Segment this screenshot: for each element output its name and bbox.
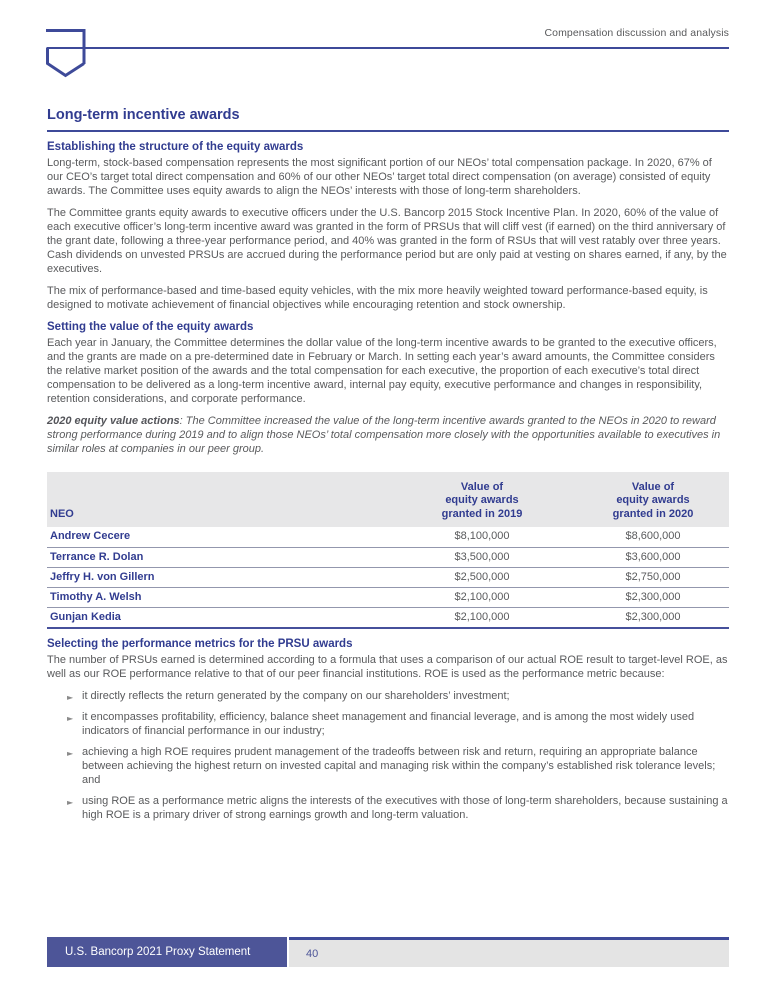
value-2019-cell: $2,500,000	[387, 567, 577, 587]
value-2019-cell: $3,500,000	[387, 547, 577, 567]
triangle-bullet-icon: ►	[67, 748, 74, 758]
table-row	[47, 527, 729, 547]
roe-bullet-list	[68, 689, 729, 822]
header-rule	[47, 47, 729, 49]
neo-name-cell: Timothy A. Welsh	[47, 587, 387, 607]
table-row	[47, 587, 729, 607]
neo-name-cell: Gunjan Kedia	[47, 607, 387, 628]
heading-setting-value: Setting the value of the equity awards	[47, 321, 254, 333]
value-2020-cell: $8,600,000	[577, 527, 729, 547]
bullet-text: using ROE as a performance metric aligns the interests of the executives with those of long-term shareholders, because sustaining a high ROE is a primary driver of strong earnings growth and long-term valuation.	[82, 794, 728, 821]
bullet-text: achieving a high ROE requires prudent management of the tradeoffs between risk and return, requiring an appropriate balance between achieving the highest return on invested capital and managing risk within the company’s established risk tolerance levels; and	[82, 745, 716, 786]
page-number: 40	[306, 947, 319, 960]
paragraph: The Committee grants equity awards to executive officers under the U.S. Bancorp 2015 Stock Incentive Plan. In 2020, 60% of the value of each executive officer’s long-term incentive award was granted in the form of PRSUs that will cliff vest (if earned) on the third anniversary of the grant date, following a three-year performance period, and 40% was granted in the form of RSUs that will vest ratably over three years. Cash dividends on unvested PRSUs are accrued during the performance period but are only paid at vesting on shares earned, if any, by the executives.	[47, 207, 727, 275]
page-footer	[47, 937, 729, 967]
paragraph: The number of PRSUs earned is determined according to a formula that uses a comparison of our actual ROE result to target-level ROE, as well as our ROE performance relative to that of our peer financial institutions. ROE is used as the performance metric because:	[47, 653, 728, 680]
main-content	[47, 106, 729, 829]
triangle-bullet-icon: ►	[67, 692, 74, 702]
value-2020-cell: $2,300,000	[577, 607, 729, 628]
paragraph: Each year in January, the Committee determines the dollar value of the long-term incentive awards to be granted to the executive officers, and the grants are made on a pre-determined date in February or March. In setting each year’s award amounts, the Committee considers the relative market position of the awards and the total compensation for each executive, the proportion of each executive’s total direct compensation to be delivered as a long-term incentive award, internal pay equity, executive performance and changes in responsibility, retention considerations, and corporate performance.	[47, 337, 717, 405]
footer-page-band	[289, 937, 729, 967]
table-row	[47, 567, 729, 587]
running-head: Compensation discussion and analysis	[544, 27, 729, 39]
shield-logo-icon	[44, 27, 90, 83]
footer-brand-band	[47, 937, 287, 967]
neo-name-cell: Jeffry H. von Gillern	[47, 567, 387, 587]
value-2019-cell: $2,100,000	[387, 607, 577, 628]
neo-name-cell: Terrance R. Dolan	[47, 547, 387, 567]
paragraph: Long-term, stock-based compensation represents the most significant portion of our NEOs’ total compensation package. In 2020, 67% of our CEO’s target total direct compensation and 60% of our other NEOs’ target total direct compensation (on average) consisted of equity awards. The Committee uses equity awards to align the NEOs’ interests with those of long-term shareholders.	[47, 157, 712, 197]
page-title: Long-term incentive awards	[47, 106, 729, 132]
equity-value-actions-lead: 2020 equity value actions	[47, 415, 180, 427]
value-2019-cell: $2,100,000	[387, 587, 577, 607]
value-2020-cell: $2,300,000	[577, 587, 729, 607]
equity-awards-table	[47, 472, 729, 629]
list-item	[68, 710, 729, 738]
column-header-2020: Value of equity awards granted in 2020	[577, 472, 729, 527]
paragraph: The mix of performance-based and time-based equity vehicles, with the mix more heavily weighted toward performance-based equity, is designed to motivate achievement of financial objectives while encouraging retention and stock ownership.	[47, 285, 708, 311]
column-header-2019: Value of equity awards granted in 2019	[387, 472, 577, 527]
list-item	[68, 745, 729, 787]
bullet-text: it directly reflects the return generated by the company on our shareholders’ investment;	[82, 689, 510, 702]
triangle-bullet-icon: ►	[67, 797, 74, 807]
table-row	[47, 547, 729, 567]
column-header-neo: NEO	[47, 472, 387, 527]
table-row	[47, 607, 729, 628]
table-header	[47, 472, 729, 527]
footer-label: U.S. Bancorp 2021 Proxy Statement	[65, 946, 251, 958]
heading-selecting-metrics: Selecting the performance metrics for the PRSU awards	[47, 637, 353, 650]
value-2020-cell: $3,600,000	[577, 547, 729, 567]
list-item	[68, 794, 729, 822]
value-2020-cell: $2,750,000	[577, 567, 729, 587]
neo-table-body	[47, 527, 729, 628]
equity-value-actions-paragraph	[47, 414, 729, 456]
list-item	[68, 689, 729, 703]
bullet-text: it encompasses profitability, efficiency, balance sheet management and financial leverage, and is among the most widely used indicators of financial performance in our industry;	[82, 710, 695, 737]
value-2019-cell: $8,100,000	[387, 527, 577, 547]
heading-establishing-structure: Establishing the structure of the equity awards	[47, 141, 304, 153]
triangle-bullet-icon: ►	[67, 713, 74, 723]
neo-name-cell: Andrew Cecere	[47, 527, 387, 547]
equity-value-actions-text: : The Committee increased the value of the long-term incentive awards granted to the NEOs in 2020 to reward strong performance during 2019 and to align those NEOs’ total compensation more closely with the opportunities available to executives in similar roles at companies in our peer group.	[47, 415, 721, 455]
